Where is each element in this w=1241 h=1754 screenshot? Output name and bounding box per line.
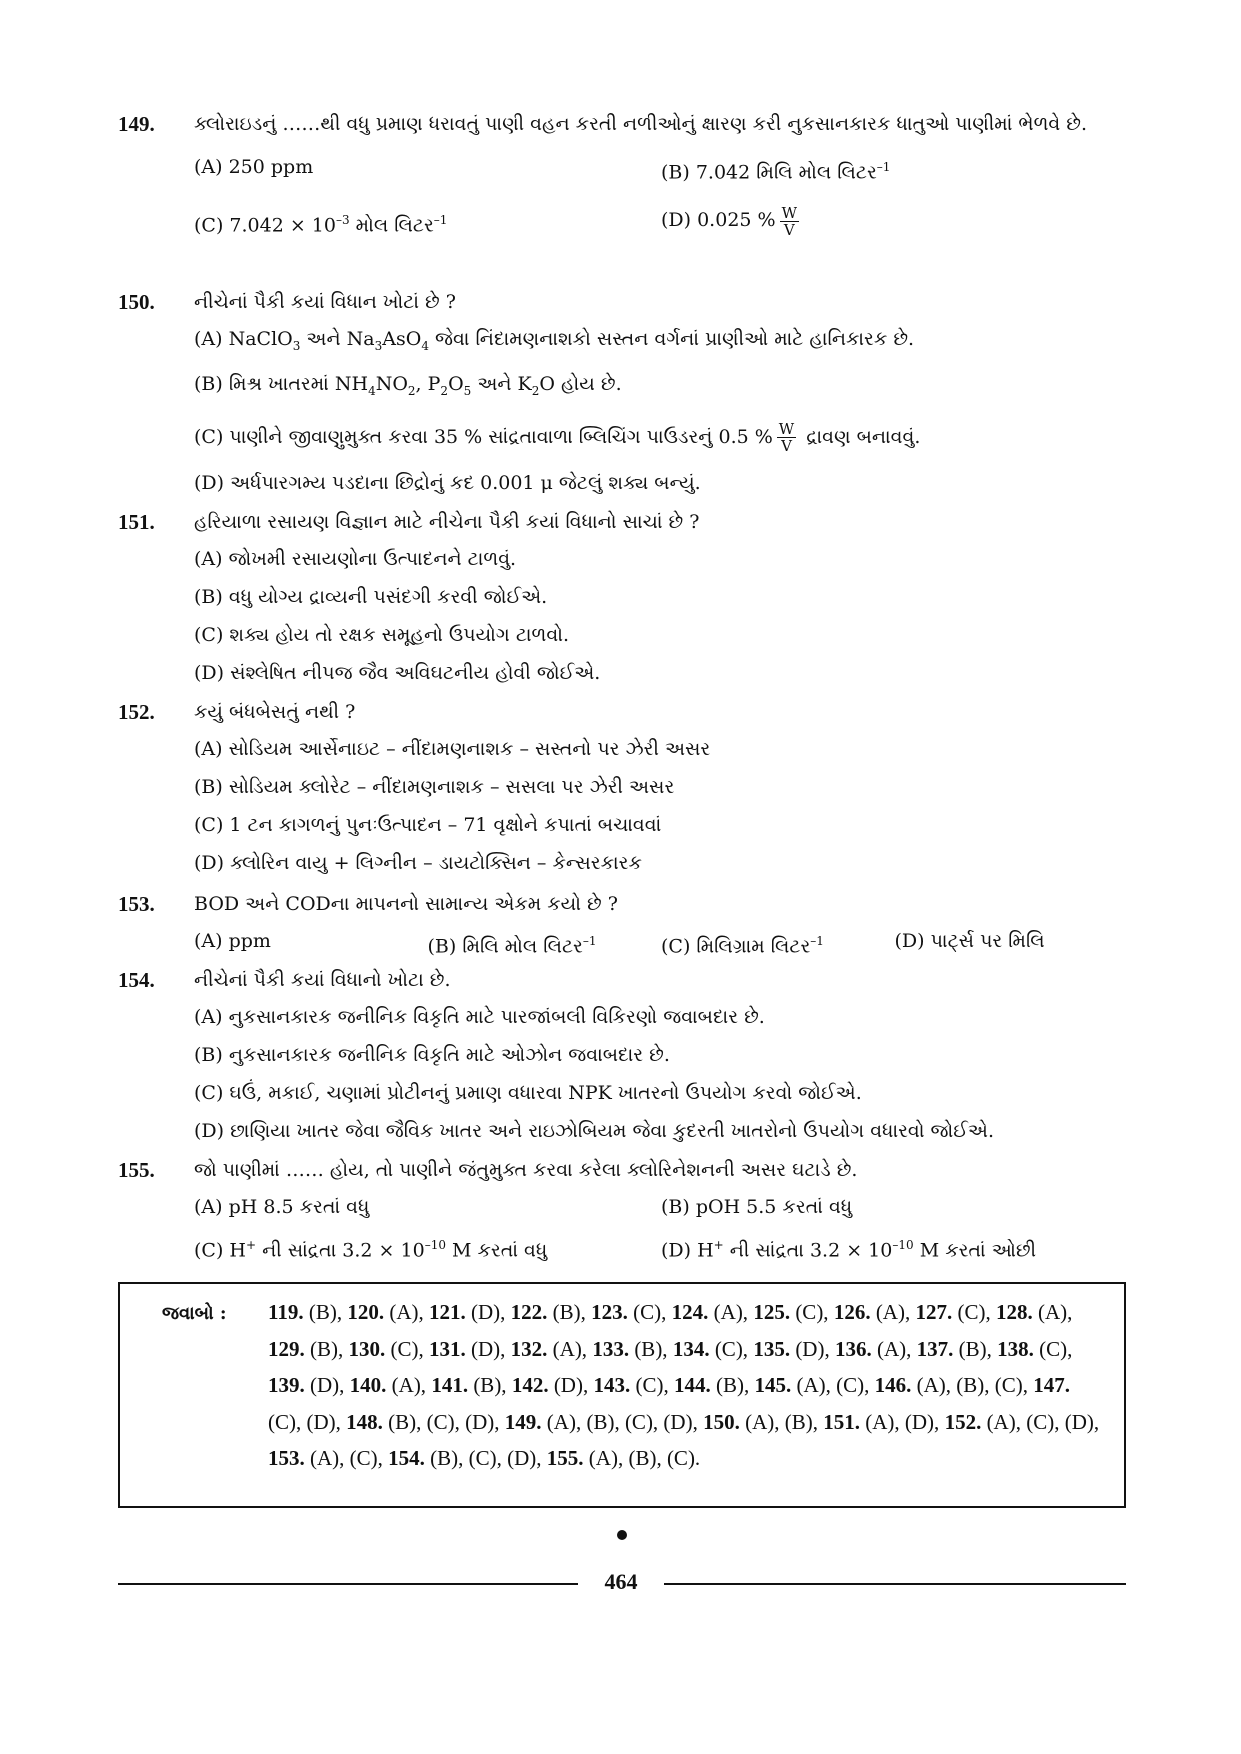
option-c: (C) પાણીને જીવાણુમુક્ત કરવા 35 % સાંદ્રતાવાળા બ્લિચિંગ પાઉડરનું 0.5 % $\frac{W}{V}$ દ્રાવણ બનાવવું.: [194, 420, 921, 456]
answer-key-label: જવાબો :: [162, 1303, 227, 1324]
answer-options: (D),: [790, 1336, 835, 1361]
option-d: (D) પાર્ટ્સ પર મિલિ: [894, 930, 1045, 952]
question-text: BOD અને CODના માપનનો સામાન્ય એકમ કયો છે ?: [194, 893, 618, 915]
answer-options: (B),: [710, 1373, 755, 1397]
answer-options: (A),: [384, 1300, 429, 1324]
answer-item: [431, 1373, 512, 1397]
answer-options: (A),: [1032, 1300, 1073, 1324]
answer-item: [753, 1300, 834, 1324]
question-number: 154.: [118, 968, 155, 992]
answer-options: (A), (D),: [860, 1409, 945, 1434]
option-d: (D) 0.025 % $\frac{W}{V}$: [661, 203, 798, 239]
option-c: (C) મિલિગ્રામ લિટર$^{-1}$: [661, 934, 824, 958]
answer-item: [996, 1300, 1072, 1324]
answer-question-number: 142.: [511, 1373, 549, 1397]
footer-rule-left: [118, 1583, 578, 1585]
answer-options: (A), (B), (C),: [911, 1373, 1034, 1397]
fraction-w-v: $\frac{W}{V}$: [778, 420, 795, 456]
option-b: (B) મિશ્ર ખાતરમાં $NH_4NO_2$, $P_2O_5$ અને $K_2O$ હોય છે.: [194, 372, 622, 398]
option-b: (B) pOH 5.5 કરતાં વધુ: [661, 1196, 853, 1218]
answer-item: [512, 1373, 594, 1397]
answer-question-number: 153.: [268, 1446, 305, 1470]
option-a: (A) જોખમી રસાયણોના ઉત્પાદનને ટાળવું.: [194, 548, 517, 570]
bullet-dot-icon: [617, 1530, 627, 1540]
answer-options: (B), (C), (D),: [424, 1446, 547, 1470]
option-d: (D) H+ ની સાંદ્રતા $3.2 \times 10^{-10}$ M કરતાં ઓછી: [661, 1238, 1037, 1262]
answer-question-number: 132.: [510, 1336, 548, 1361]
question-149: [118, 106, 1128, 245]
answer-question-number: 150.: [703, 1409, 740, 1434]
answer-question-number: 152.: [944, 1409, 982, 1434]
answer-question-number: 128.: [995, 1300, 1033, 1324]
question-153: [118, 886, 1128, 965]
answer-item: [674, 1373, 755, 1397]
answer-question-number: 123.: [591, 1300, 628, 1324]
question-text: નીચેનાં પૈકી કયાં વિધાનો ખોટા છે.: [194, 969, 451, 991]
answer-item: [945, 1410, 1100, 1434]
answer-item: [591, 1300, 672, 1324]
option-a: (A) 250 ppm: [194, 156, 314, 178]
question-number: 153.: [118, 892, 155, 916]
answer-question-number: 134.: [672, 1336, 710, 1361]
answer-options: (C), (D),: [268, 1409, 347, 1434]
answer-item: [672, 1300, 754, 1324]
answer-options: (A), (B), (C), (D),: [541, 1409, 704, 1434]
option-b: (B) નુકસાનકારક જનીનિક વિકૃતિ માટે ઓઝોન જવાબદાર છે.: [194, 1044, 670, 1066]
question-number: 155.: [118, 1158, 155, 1182]
answer-question-number: 124.: [671, 1300, 709, 1324]
option-b: (B) મિલિ મોલ લિટર$^{-1}$: [427, 934, 597, 958]
answer-options: (A),: [386, 1373, 432, 1397]
answer-item: [349, 1337, 430, 1361]
answer-item: [754, 1373, 874, 1397]
answer-options: (C),: [952, 1300, 996, 1324]
answer-options: (B),: [547, 1300, 592, 1324]
option-d: (D) છાણિયા ખાતર જેવા જૈવિક ખાતર અને રાઇઝોબિયમ જેવા કુદરતી ખાતરોનો ઉપયોગ વધારવો જોઈએ.: [194, 1120, 995, 1142]
answer-question-number: 145.: [754, 1373, 792, 1397]
answer-question-number: 139.: [268, 1373, 305, 1397]
option-d: (D) અર્ધપારગમ્ય પડદાના છિદ્રોનું કદ 0.001 μ જેટલું શક્ય બન્યું.: [194, 471, 701, 494]
answer-question-number: 129.: [268, 1336, 305, 1361]
answer-item: [997, 1337, 1072, 1361]
option-c: (C) H+ ની સાંદ્રતા $3.2 \times 10^{-10}$ M કરતાં વધુ: [194, 1238, 548, 1262]
option-a: (A) નુકસાનકારક જનીનિક વિકૃતિ માટે પારજાંબલી વિકિરણો જવાબદાર છે.: [194, 1006, 765, 1028]
question-text: ક્લોરાઇડનું ……થી વધુ પ્રમાણ ધરાવતું પાણી વહન કરતી નળીઓનું ક્ષારણ કરી નુકસાનકારક ધાતુઓ પાણીમાં ભેળવે છે.: [194, 113, 1088, 135]
option-b: (B) સોડિયમ ક્લોરેટ – નીંદામણનાશક – સસલા પર ઝેરી અસર: [194, 776, 675, 798]
question-text: હરિયાળા રસાયણ વિજ્ઞાન માટે નીચેના પૈકી કયાં વિધાનો સાચાં છે ?: [194, 511, 700, 533]
answer-options: (A),: [708, 1300, 754, 1324]
page-number: 464: [604, 1569, 638, 1594]
question-150: [118, 284, 1128, 502]
option-b: (B) વધુ યોગ્ય દ્રાવ્યની પસંદગી કરવી જોઈએ.: [194, 586, 548, 608]
question-text: કયું બંધબેસતું નથી ?: [194, 701, 356, 723]
answer-item: [547, 1446, 700, 1470]
answer-item: [429, 1337, 511, 1361]
question-155: [118, 1152, 1128, 1269]
answer-options: (D),: [548, 1373, 594, 1397]
answer-question-number: 151.: [823, 1409, 860, 1434]
answer-item: [875, 1373, 1034, 1397]
answer-key-box: [118, 1282, 1126, 1508]
answer-question-number: 146.: [874, 1373, 912, 1397]
answer-options: (D),: [304, 1373, 350, 1397]
answer-item: [346, 1410, 505, 1434]
answer-item: [505, 1410, 703, 1434]
option-a: (A) સોડિયમ આર્સેનાઇટ – નીંદામણનાશક – સસ્તનો પર ઝેરી અસર: [194, 738, 711, 760]
question-152: [118, 694, 1128, 882]
answer-options: (A), (B),: [739, 1409, 824, 1434]
answer-options: (C),: [1033, 1336, 1073, 1361]
answer-options: (C),: [709, 1336, 754, 1361]
answer-question-number: 119.: [268, 1300, 304, 1324]
question-number: 151.: [118, 510, 155, 534]
answer-options: (B),: [468, 1373, 512, 1397]
answer-item: [511, 1300, 592, 1324]
answer-item: [429, 1300, 511, 1324]
answer-question-number: 135.: [753, 1336, 791, 1361]
question-number: 152.: [118, 700, 155, 724]
answer-item: [350, 1373, 432, 1397]
answer-key-text: [268, 1294, 1102, 1477]
answer-options: (C),: [627, 1300, 672, 1324]
answer-item: [834, 1300, 916, 1324]
answer-options: (D),: [465, 1300, 511, 1324]
answer-question-number: 154.: [388, 1446, 425, 1470]
option-c: (C) 1 ટન કાગળનું પુનઃઉત્પાદન – 71 વૃક્ષોને કપાતાં બચાવવાં: [194, 814, 662, 836]
answer-question-number: 136.: [834, 1336, 872, 1361]
answer-question-number: 138.: [997, 1336, 1034, 1361]
answer-item: [268, 1373, 350, 1397]
answer-options: (A),: [871, 1336, 917, 1361]
answer-question-number: 143.: [593, 1373, 631, 1397]
option-d: (D) સંશ્લેષિત નીપજ જૈવ અવિઘટનીય હોવી જોઈએ.: [194, 662, 601, 684]
option-c: (C) શક્ય હોય તો રક્ષક સમૂહનો ઉપયોગ ટાળવો.: [194, 624, 569, 646]
option-a: (A) ppm: [194, 930, 271, 952]
answer-question-number: 131.: [429, 1336, 466, 1361]
answer-question-number: 130.: [348, 1336, 386, 1361]
answer-question-number: 155.: [546, 1446, 584, 1470]
answer-item: [511, 1337, 593, 1361]
answer-question-number: 120.: [347, 1300, 385, 1324]
answer-question-number: 148.: [346, 1409, 383, 1434]
answer-question-number: 140.: [349, 1373, 387, 1397]
answer-item: [593, 1373, 674, 1397]
answer-question-number: 144.: [673, 1373, 711, 1397]
question-text: જો પાણીમાં …… હોય, તો પાણીને જંતુમુક્ત કરવા કરેલા ક્લોરિનેશનની અસર ઘટાડે છે.: [194, 1159, 858, 1181]
answer-options: (A), (B), (C).: [583, 1446, 701, 1470]
answer-item: [915, 1300, 996, 1324]
option-b: (B) 7.042 મિલિ મોલ લિટર$^{-1}$: [661, 160, 891, 184]
answer-item: [347, 1300, 429, 1324]
answer-item: [388, 1446, 547, 1470]
answer-question-number: 137.: [916, 1336, 954, 1361]
answer-options: (A), (C), (D),: [981, 1409, 1100, 1434]
answer-options: (A), (C),: [304, 1446, 389, 1470]
answer-options: (A),: [547, 1336, 593, 1361]
footer-rule-right: [664, 1583, 1126, 1585]
question-151: [118, 504, 1128, 692]
answer-item: [835, 1337, 917, 1361]
answer-question-number: 127.: [915, 1300, 953, 1324]
answer-question-number: 121.: [429, 1300, 466, 1324]
answer-item: [917, 1337, 998, 1361]
option-c: (C) ઘઉં, મકાઈ, ચણામાં પ્રોટીનનું પ્રમાણ વધારવા NPK ખાતરનો ઉપયોગ કરવો જોઈએ.: [194, 1082, 862, 1104]
question-154: [118, 962, 1128, 1150]
answer-question-number: 141.: [431, 1373, 469, 1397]
answer-item: [703, 1410, 823, 1434]
answer-options: (B), (C), (D),: [382, 1409, 505, 1434]
question-number: 149.: [118, 112, 155, 136]
option-a: (A) pH 8.5 કરતાં વધુ: [194, 1196, 370, 1218]
answer-question-number: 125.: [753, 1300, 791, 1324]
answer-question-number: 149.: [504, 1409, 542, 1434]
answer-options: (C),: [790, 1300, 834, 1324]
answer-question-number: 122.: [510, 1300, 548, 1324]
answer-options: (B),: [304, 1336, 349, 1361]
option-a: (A) NaClO$_3$ અને $Na_3AsO_4$ જેવા નિંદામણનાશકો સસ્તન વર્ગનાં પ્રાણીઓ માટે હાનિકારક છે.: [194, 328, 915, 353]
option-d: (D) ક્લોરિન વાયુ + લિગ્નીન – ડાયટોક્સિન – કેન્સરકારક: [194, 852, 642, 874]
answer-item: [753, 1337, 835, 1361]
answer-options: (C),: [630, 1373, 674, 1397]
fraction-w-v: $\frac{W}{V}$: [781, 203, 798, 239]
answer-item: [268, 1300, 347, 1324]
answer-item: [673, 1337, 754, 1361]
answer-question-number: 147.: [1033, 1373, 1071, 1397]
answer-options: (B),: [953, 1336, 998, 1361]
answer-options: (D),: [465, 1336, 511, 1361]
answer-item: [268, 1446, 388, 1470]
answer-item: [592, 1337, 673, 1361]
answer-options: (C),: [385, 1336, 429, 1361]
option-c: (C) $7.042 \times 10^{-3}$ મોલ લિટર$^{-1}$: [194, 213, 448, 237]
answer-question-number: 126.: [833, 1300, 871, 1324]
answer-item: [268, 1337, 349, 1361]
question-text: નીચેનાં પૈકી કયાં વિધાન ખોટાં છે ?: [194, 291, 456, 313]
answer-options: (B),: [303, 1300, 348, 1324]
question-number: 150.: [118, 290, 155, 314]
answer-options: (A),: [870, 1300, 916, 1324]
answer-options: (B),: [629, 1336, 673, 1361]
answer-item: [823, 1410, 944, 1434]
answer-question-number: 133.: [592, 1336, 630, 1361]
answer-options: (A), (C),: [791, 1373, 875, 1397]
